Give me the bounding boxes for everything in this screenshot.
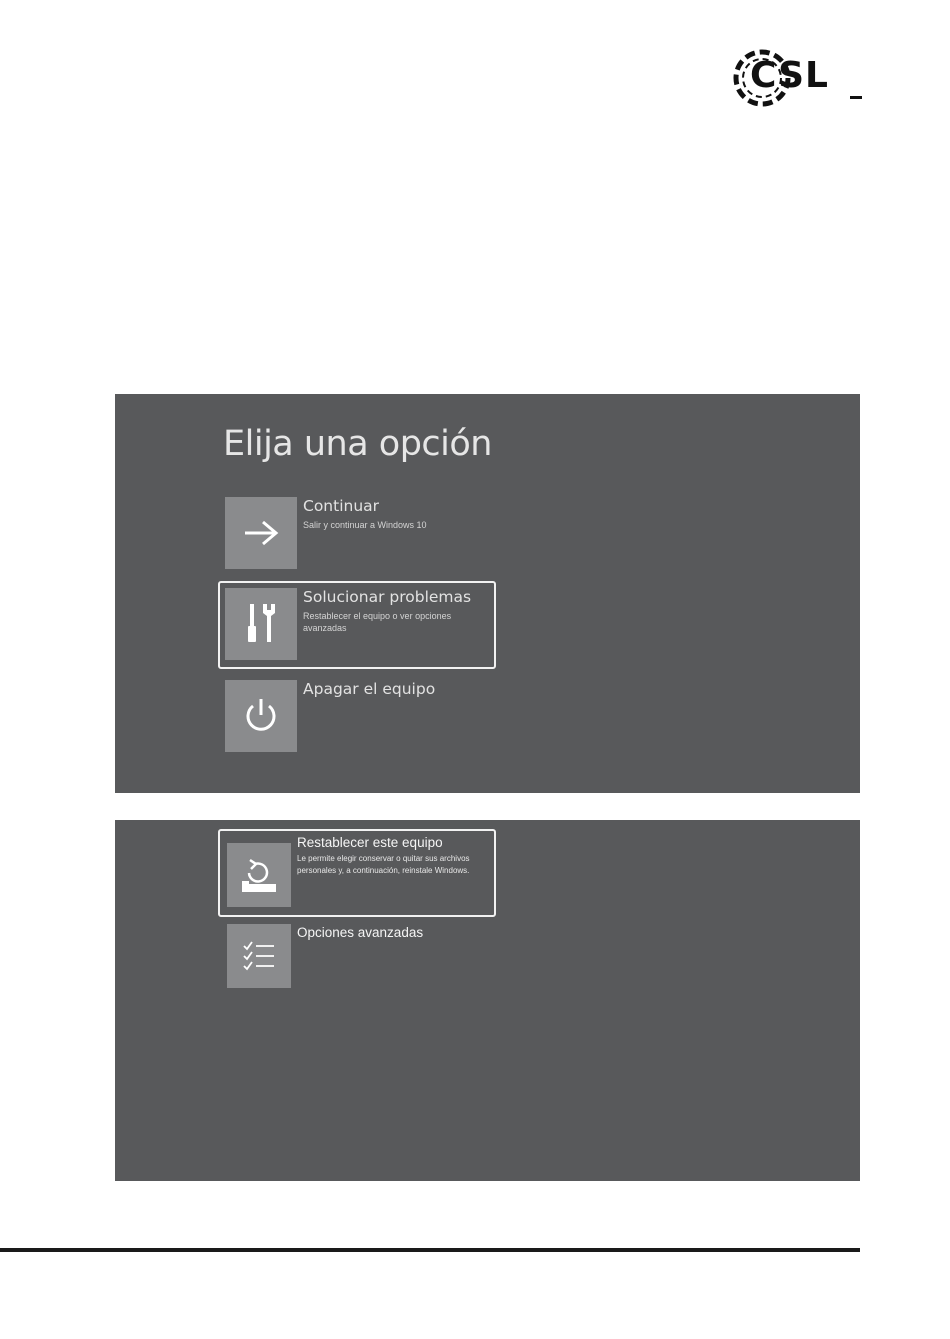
option-label: Apagar el equipo [303,680,436,698]
option-description: Restablecer el equipo o ver opciones avanzadas [303,611,452,633]
option-label: Restablecer este equipo [297,835,443,850]
reset-pc-icon [239,855,279,895]
choose-option-screen [115,394,860,793]
csl-logo [732,46,864,110]
option-label: Solucionar problemas [303,588,472,606]
footer-divider [0,1248,860,1252]
option-tile[interactable] [225,588,297,660]
option-label: Opciones avanzadas [297,925,424,940]
option-tile[interactable] [225,680,297,752]
option-description: Salir y continuar a Windows 10 [303,520,427,530]
option-tile[interactable] [227,843,291,907]
option-label: Continuar [303,497,380,515]
option-description: Le permite elegir conservar o quitar sus archivos personales y, a continuación, reinstale Windows. [297,854,470,875]
troubleshoot-screen [115,820,860,1181]
logo-text: CSL [750,55,829,96]
option-tile[interactable] [227,924,291,988]
page-title: Elija una opción [223,424,492,464]
option-tile[interactable] [225,497,297,569]
arrow-right-icon [241,518,281,548]
power-icon [243,697,279,735]
tools-icon [243,602,279,646]
checklist-icon [241,938,277,974]
